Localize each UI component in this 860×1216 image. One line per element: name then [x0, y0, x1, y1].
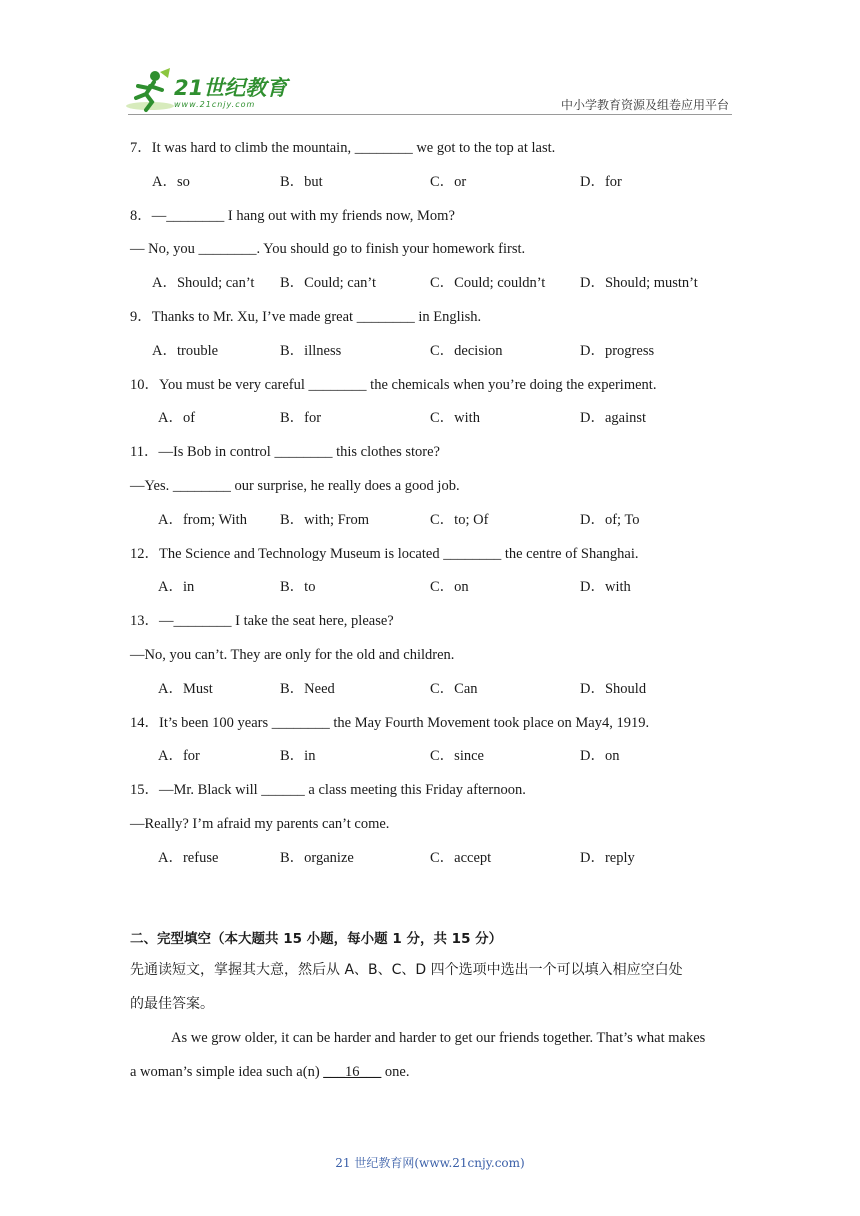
option-b[interactable]: B．Need: [280, 681, 335, 697]
option-c[interactable]: C．Could; couldn’t: [430, 275, 546, 291]
options-row: [0, 747, 860, 765]
option-a[interactable]: A．Should; can’t: [152, 275, 255, 291]
header-divider: [128, 114, 732, 115]
option-b[interactable]: B．illness: [280, 343, 342, 359]
option-a[interactable]: A．so: [152, 174, 190, 190]
option-b[interactable]: B．for: [280, 410, 322, 426]
question-dialogue-line: — No, you ________. You should go to finish your homework first.: [130, 241, 526, 257]
option-c[interactable]: C．Can: [430, 681, 478, 697]
option-d[interactable]: D．for: [580, 174, 622, 190]
blank-16: ___16___: [323, 1064, 382, 1080]
page-header: [0, 0, 860, 120]
option-d[interactable]: D．Should; mustn’t: [580, 275, 698, 291]
option-d[interactable]: D．with: [580, 579, 631, 595]
question-stem: 15．—Mr. Black will ______ a class meeting this Friday afternoon.: [130, 782, 526, 798]
question-stem: 12．The Science and Technology Museum is located ________ the centre of Shanghai.: [130, 546, 639, 562]
option-d[interactable]: D．progress: [580, 343, 655, 359]
option-a[interactable]: A．of: [158, 410, 196, 426]
logo-url: www.21cnjy.com: [174, 100, 256, 109]
options-row: [0, 274, 860, 292]
question-stem: 7．It was hard to climb the mountain, ________ we got to the top at last.: [130, 140, 556, 156]
option-c[interactable]: C．since: [430, 748, 484, 764]
options-row: [0, 511, 860, 529]
option-d[interactable]: D．of; To: [580, 512, 640, 528]
question-stem: 13．—________ I take the seat here, please?: [130, 613, 394, 629]
question-stem: 10．You must be very careful ________ the chemicals when you’re doing the experiment.: [130, 377, 657, 393]
option-b[interactable]: B．in: [280, 748, 316, 764]
option-a[interactable]: A．Must: [158, 681, 213, 697]
question-stem: 9．Thanks to Mr. Xu, I’ve made great ________ in English.: [130, 309, 482, 325]
option-c[interactable]: C．accept: [430, 850, 492, 866]
question-stem: 14．It’s been 100 years ________ the May Fourth Movement took place on May4, 1919.: [130, 715, 650, 731]
section-instruction-line-1: 先通读短文，掌握其大意，然后从 A、B、C、D 四个选项中选出一个可以填入相应空白处: [130, 962, 683, 978]
option-c[interactable]: C．decision: [430, 343, 503, 359]
option-c[interactable]: C．with: [430, 410, 480, 426]
option-a[interactable]: A．refuse: [158, 850, 219, 866]
option-b[interactable]: B．with; From: [280, 512, 370, 528]
page-footer: 21 世纪教育网(www.21cnjy.com): [335, 1156, 525, 1170]
question-stem: 11．—Is Bob in control ________ this clothes store?: [130, 444, 440, 460]
logo: [124, 68, 294, 114]
option-c[interactable]: C．or: [430, 174, 467, 190]
option-a[interactable]: A．from; With: [158, 512, 247, 528]
options-row: [0, 849, 860, 867]
option-a[interactable]: A．in: [158, 579, 195, 595]
option-c[interactable]: C．to; Of: [430, 512, 489, 528]
question-dialogue-line: —No, you can’t. They are only for the old and children.: [130, 647, 455, 663]
options-row: [0, 680, 860, 698]
options-row: [0, 578, 860, 596]
option-b[interactable]: B．to: [280, 579, 316, 595]
header-platform-text: 中小学教育资源及组卷应用平台: [560, 98, 729, 112]
option-d[interactable]: D．on: [580, 748, 620, 764]
logo-text: 21世纪教育: [174, 76, 288, 100]
runner-logo-icon: [124, 68, 174, 114]
option-d[interactable]: D．against: [580, 410, 647, 426]
option-d[interactable]: D．reply: [580, 850, 635, 866]
option-b[interactable]: B．organize: [280, 850, 354, 866]
option-a[interactable]: A．for: [158, 748, 200, 764]
option-b[interactable]: B．Could; can’t: [280, 275, 376, 291]
option-c[interactable]: C．on: [430, 579, 469, 595]
options-row: [0, 409, 860, 427]
option-d[interactable]: D．Should: [580, 681, 647, 697]
options-row: [0, 173, 860, 191]
options-row: [0, 342, 860, 360]
question-dialogue-line: —Yes. ________ our surprise, he really does a good job.: [130, 478, 460, 494]
section-instruction-line-2: 的最佳答案。: [130, 996, 214, 1012]
section-title: 二、完型填空（本大题共 15 小题，每小题 1 分，共 15 分）: [130, 931, 503, 947]
passage-text: a woman’s simple idea such a(n): [130, 1064, 320, 1080]
option-a[interactable]: A．trouble: [152, 343, 219, 359]
question-stem: 8．—________ I hang out with my friends now, Mom?: [130, 208, 455, 224]
option-b[interactable]: B．but: [280, 174, 323, 190]
passage-line-2: [130, 1063, 409, 1081]
question-dialogue-line: —Really? I’m afraid my parents can’t come.: [130, 816, 390, 832]
passage-text-end: one.: [384, 1064, 410, 1080]
passage-line-1: As we grow older, it can be harder and harder to get our friends together. That’s what makes: [171, 1030, 706, 1046]
